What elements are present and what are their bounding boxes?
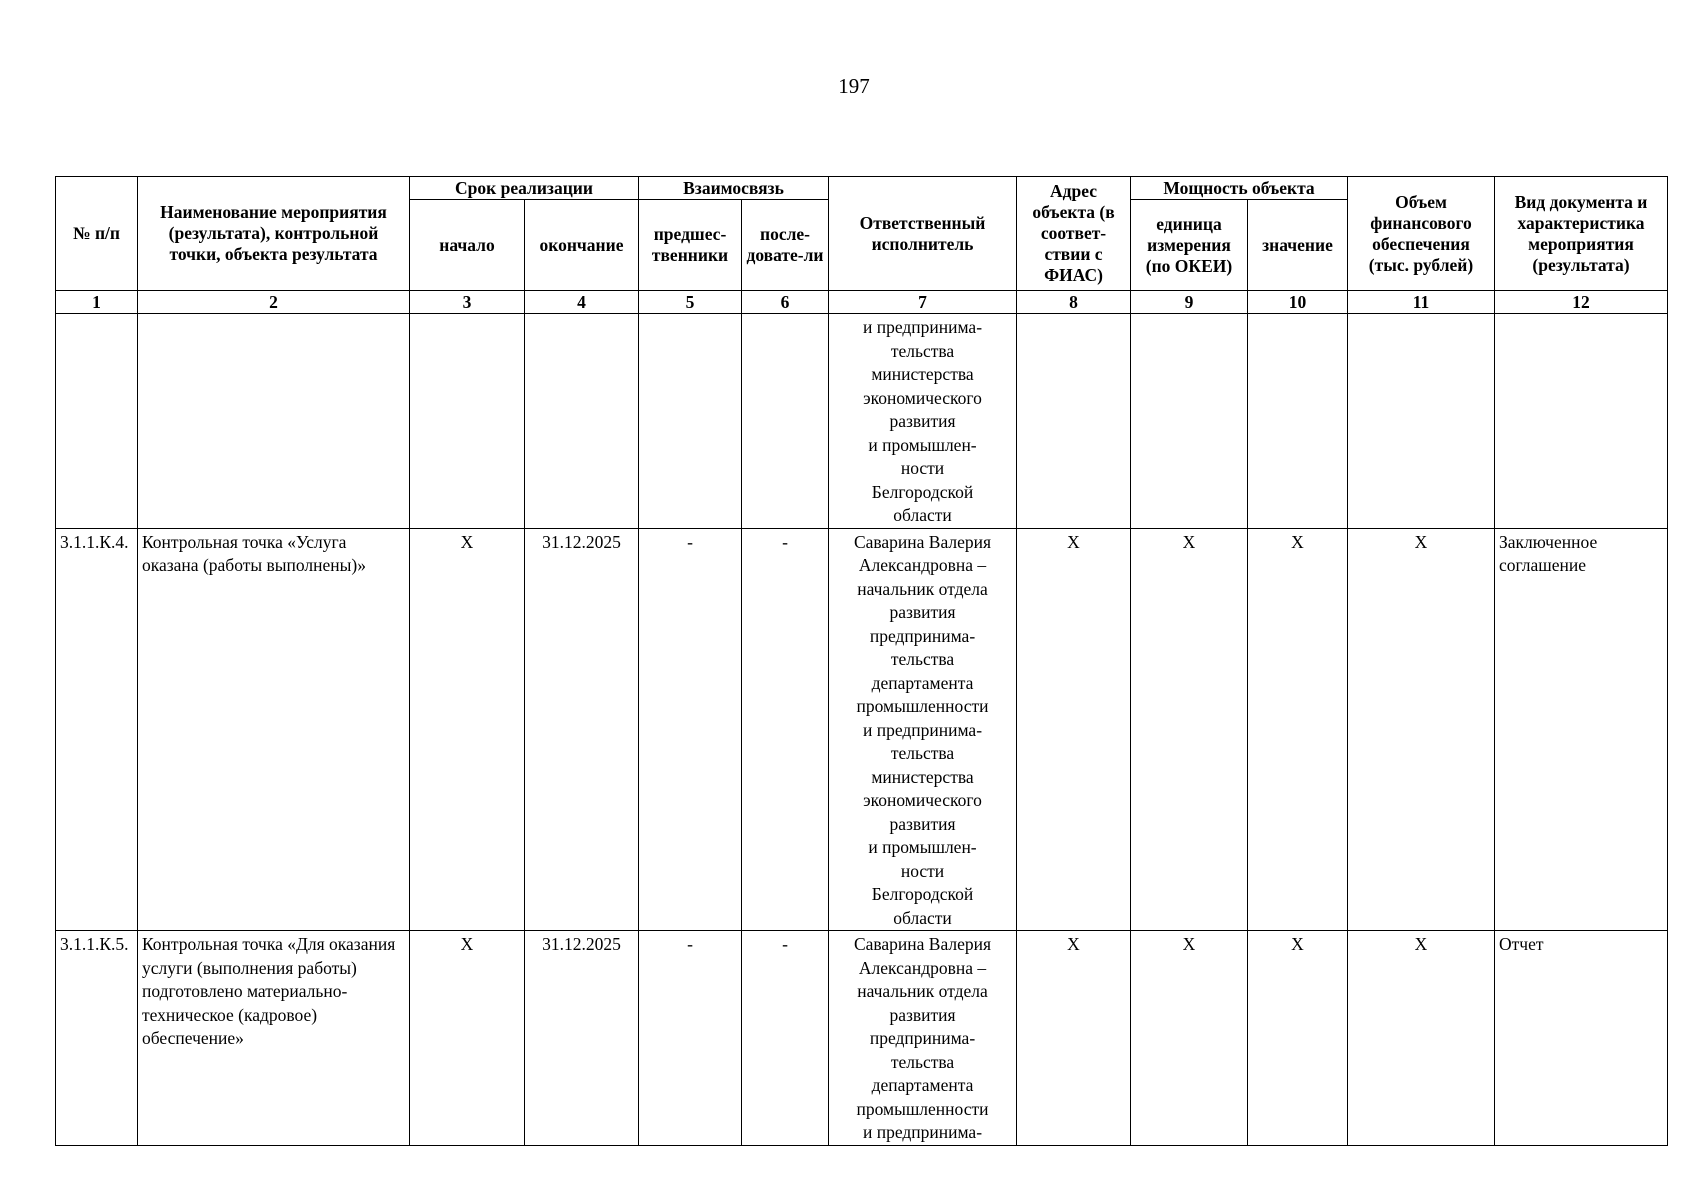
- cell-start: X: [410, 931, 525, 1146]
- cell-value: [1248, 314, 1348, 529]
- cell-name: Контрольная точка «Услуга оказана (работы выполнены)»: [138, 528, 410, 931]
- cell-address: [1017, 314, 1131, 529]
- cell-finance: X: [1348, 528, 1495, 931]
- cell-responsible: Саварина Валерия Александровна – начальник отдела развития предпринима- тельства департамента промышленности и предпринима- тельства министерства экономического развития и промышлен- ности Белгородской области: [829, 528, 1017, 931]
- cell-start: X: [410, 528, 525, 931]
- cell-doc: [1495, 314, 1668, 529]
- table-row: [56, 528, 1668, 931]
- column-number: 5: [639, 291, 742, 314]
- header-capacity-unit: единица измерения (по ОКЕИ): [1131, 200, 1248, 291]
- cell-next: -: [742, 528, 829, 931]
- cell-end: 31.12.2025: [525, 931, 639, 1146]
- cell-responsible: и предпринима- тельства министерства экономического развития и промышлен- ности Белгородской области: [829, 314, 1017, 529]
- column-number: 2: [138, 291, 410, 314]
- header-link: Взаимосвязь: [639, 177, 829, 200]
- column-number: 10: [1248, 291, 1348, 314]
- page-number: 197: [838, 74, 870, 98]
- header-capacity-value: значение: [1248, 200, 1348, 291]
- column-number: 7: [829, 291, 1017, 314]
- header-num: № п/п: [56, 177, 138, 291]
- header-finance: Объем финансового обеспечения (тыс. рублей): [1348, 177, 1495, 291]
- cell-prev: -: [639, 931, 742, 1146]
- column-number: 6: [742, 291, 829, 314]
- header-capacity: Мощность объекта: [1131, 177, 1348, 200]
- column-number: 3: [410, 291, 525, 314]
- header-doc-type: Вид документа и характеристика мероприятия (результата): [1495, 177, 1668, 291]
- column-number: 1: [56, 291, 138, 314]
- header-term-end: окончание: [525, 200, 639, 291]
- cell-end: 31.12.2025: [525, 528, 639, 931]
- cell-unit: X: [1131, 528, 1248, 931]
- cell-doc: Отчет: [1495, 931, 1668, 1146]
- cell-responsible: Саварина Валерия Александровна – начальник отдела развития предпринима- тельства департамента промышленности и предпринима-: [829, 931, 1017, 1146]
- header-link-next: после-довате-ли: [742, 200, 829, 291]
- header-name: Наименование мероприятия (результата), контрольной точки, объекта результата: [138, 177, 410, 291]
- cell-start: [410, 314, 525, 529]
- cell-end: [525, 314, 639, 529]
- cell-name: [138, 314, 410, 529]
- cell-address: X: [1017, 931, 1131, 1146]
- cell-num: 3.1.1.К.4.: [56, 528, 138, 931]
- column-number: 4: [525, 291, 639, 314]
- cell-prev: [639, 314, 742, 529]
- cell-next: [742, 314, 829, 529]
- cell-prev: -: [639, 528, 742, 931]
- cell-unit: [1131, 314, 1248, 529]
- cell-value: X: [1248, 931, 1348, 1146]
- cell-unit: X: [1131, 931, 1248, 1146]
- cell-address: X: [1017, 528, 1131, 931]
- header-address: Адрес объекта (в соответ-ствии с ФИАС): [1017, 177, 1131, 291]
- cell-value: X: [1248, 528, 1348, 931]
- column-number: 11: [1348, 291, 1495, 314]
- cell-num: [56, 314, 138, 529]
- header-link-prev: предшес-твенники: [639, 200, 742, 291]
- cell-next: -: [742, 931, 829, 1146]
- table-row: [56, 931, 1668, 1146]
- header-term: Срок реализации: [410, 177, 639, 200]
- cell-finance: X: [1348, 931, 1495, 1146]
- cell-doc: Заключенное соглашение: [1495, 528, 1668, 931]
- plan-table: [55, 176, 1668, 1146]
- table-row: [56, 314, 1668, 529]
- column-number: 8: [1017, 291, 1131, 314]
- cell-num: 3.1.1.К.5.: [56, 931, 138, 1146]
- header-responsible: Ответственный исполнитель: [829, 177, 1017, 291]
- cell-finance: [1348, 314, 1495, 529]
- column-number: 12: [1495, 291, 1668, 314]
- cell-name: Контрольная точка «Для оказания услуги (выполнения работы) подготовлено материально-техническое (кадровое) обеспечение»: [138, 931, 410, 1146]
- column-number: 9: [1131, 291, 1248, 314]
- header-term-start: начало: [410, 200, 525, 291]
